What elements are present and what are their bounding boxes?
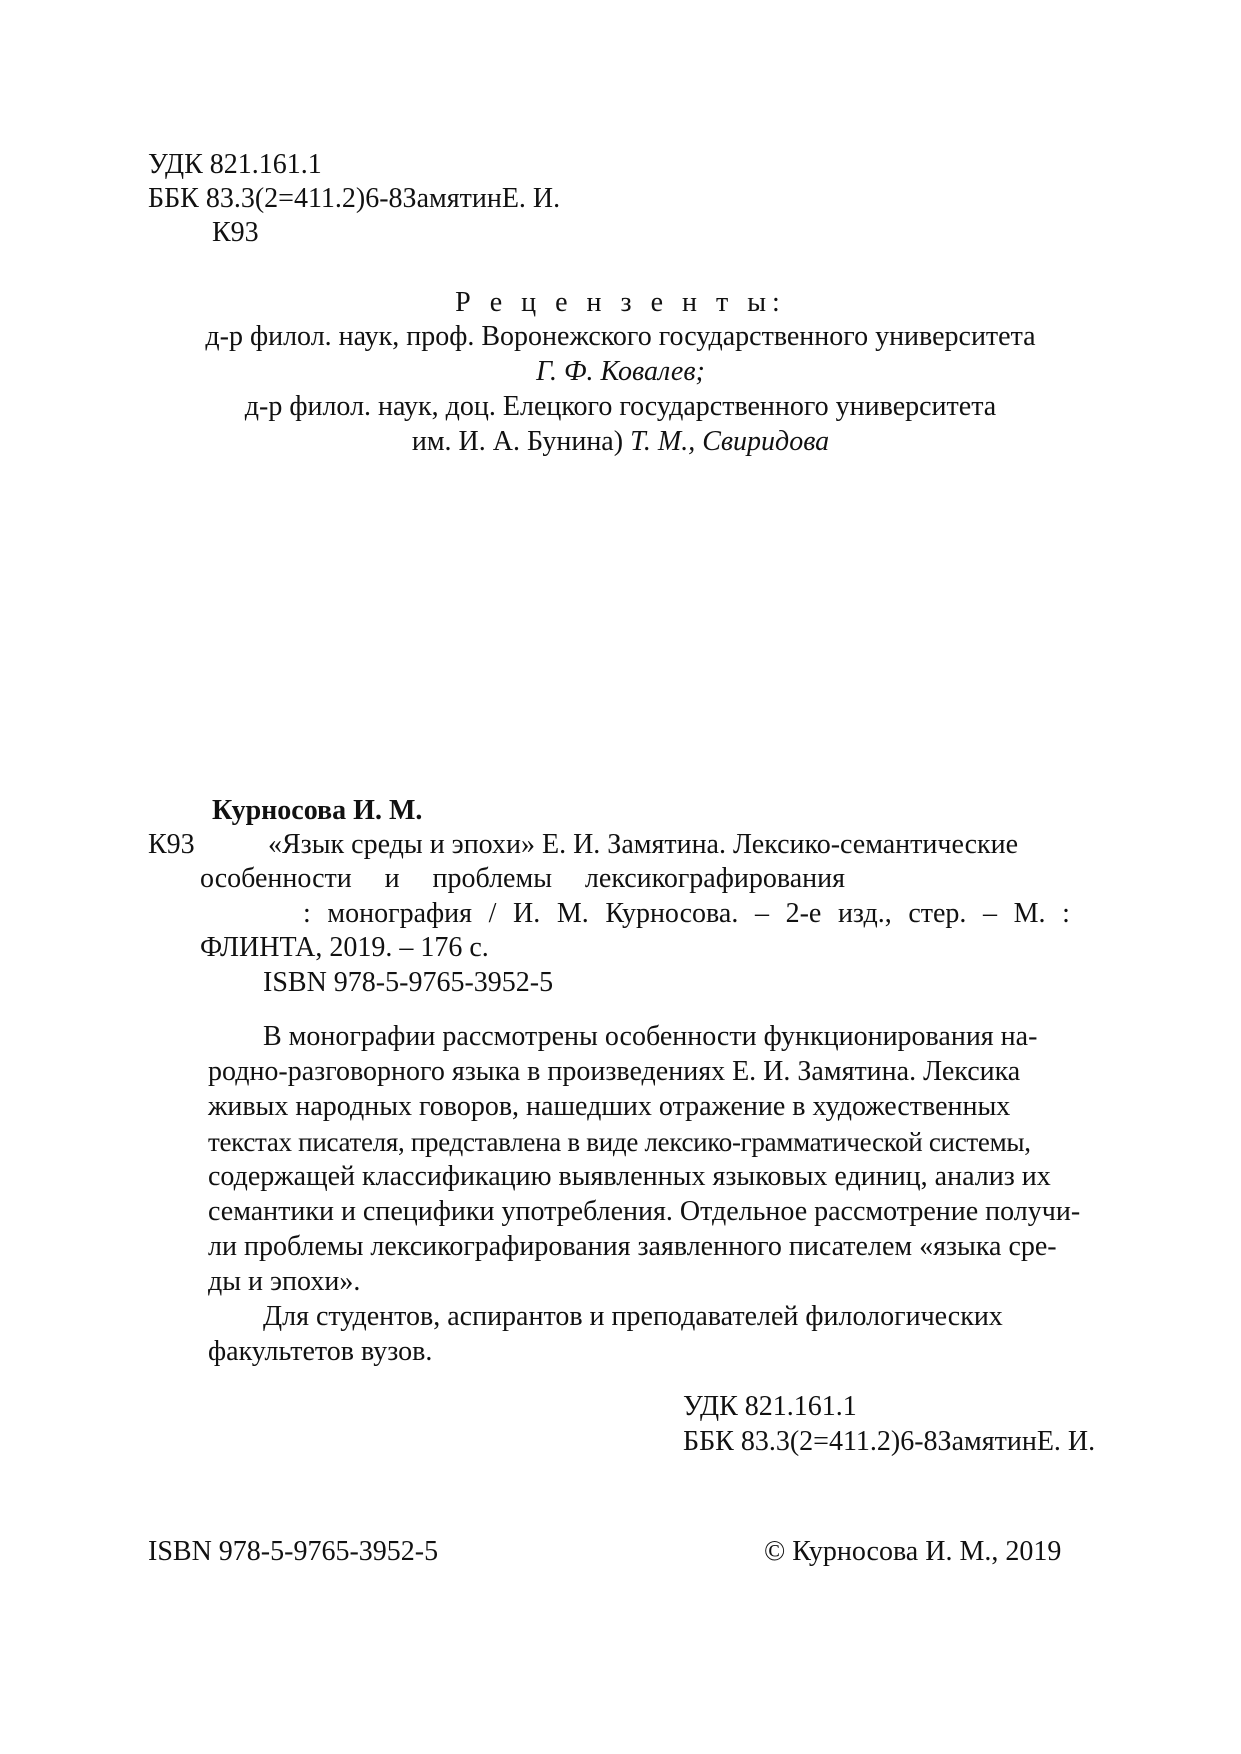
abstract-line: В монографии рассмотрены особенности функционирования на- (263, 1021, 1038, 1052)
reviewer-1-name: Г. Ф. Ковалев; (536, 356, 705, 387)
catalog-imprint-line-2: ФЛИНТА, 2019. – 176 с. (200, 932, 489, 963)
reviewer-1-affiliation: д-р филол. наук, проф. Воронежского государственного университета (205, 321, 1036, 352)
imprint-word: И. (513, 898, 541, 929)
imprint-word: 2-е (785, 898, 822, 929)
reviewer-2-line (0, 425, 1241, 459)
title-word: особенности (200, 863, 352, 894)
abstract-line: семантики и специфики употребления. Отдельное рассмотрение получи- (208, 1196, 1081, 1227)
catalog-imprint-line-1 (303, 897, 1070, 931)
imprint-word: стер. (908, 898, 967, 929)
top-author-code: К93 (212, 217, 259, 248)
imprint-word: : (1062, 898, 1070, 929)
bottom-udk: УДК 821.161.1 (683, 1391, 857, 1422)
abstract-line: родно-разговорного языка в произведениях Е. И. Замятина. Лексика (208, 1056, 1021, 1087)
catalog-title-line-2 (200, 862, 845, 896)
footer-isbn: ISBN 978-5-9765-3952-5 (148, 1536, 439, 1567)
imprint-word: изд., (837, 898, 892, 929)
footer-copyright: © Курносова И. М., 2019 (764, 1536, 1062, 1567)
title-word: лексикографирования (584, 863, 845, 894)
imprint-word: – (983, 898, 998, 929)
imprint-word: / (488, 898, 497, 929)
imprint-word: М. (1013, 898, 1046, 929)
abstract-line: живых народных говоров, нашедших отражение в художественных (208, 1091, 1011, 1122)
bottom-bbk: ББК 83.3(2=411.2)6-8ЗамятинЕ. И. (683, 1426, 1096, 1457)
abstract-line: текстах писателя, представлена в виде лексико-грамматической системы, (208, 1127, 1031, 1157)
catalog-isbn: ISBN 978-5-9765-3952-5 (263, 967, 554, 998)
audience-line: Для студентов, аспирантов и преподавателей филологических (263, 1301, 1003, 1332)
catalog-code: К93 (148, 829, 195, 860)
abstract-line: содержащей классификацию выявленных языковых единиц, анализ их (208, 1161, 1051, 1192)
top-bbk: ББК 83.3(2=411.2)6-8ЗамятинЕ. И. (148, 183, 561, 214)
imprint-word: : (303, 898, 311, 929)
imprint-word: монография (327, 898, 473, 929)
abstract-line: ды и эпохи». (208, 1266, 361, 1297)
reviewer-2-affiliation: д-р филол. наук, доц. Елецкого государственного университета (244, 391, 997, 422)
title-word: и (384, 863, 400, 894)
reviewer-2-name: Т. М., Свиридова (630, 426, 830, 457)
abstract-line: ли проблемы лексикографирования заявленного писателем «языка сре- (208, 1231, 1057, 1262)
imprint-word: Курносова. (605, 898, 739, 929)
top-udk: УДК 821.161.1 (148, 149, 322, 180)
imprint-word: – (754, 898, 769, 929)
catalog-author: Курносова И. М. (212, 795, 423, 826)
catalog-title-line-1: «Язык среды и эпохи» Е. И. Замятина. Лексико-семантические (268, 829, 1019, 860)
title-word: проблемы (432, 863, 553, 894)
reviewer-2-affiliation-cont: им. И. А. Бунина) (411, 426, 624, 457)
reviewers-heading: Р е ц е н з е н т ы: (455, 287, 786, 318)
audience-line: факультетов вузов. (208, 1336, 433, 1367)
imprint-word: М. (556, 898, 589, 929)
